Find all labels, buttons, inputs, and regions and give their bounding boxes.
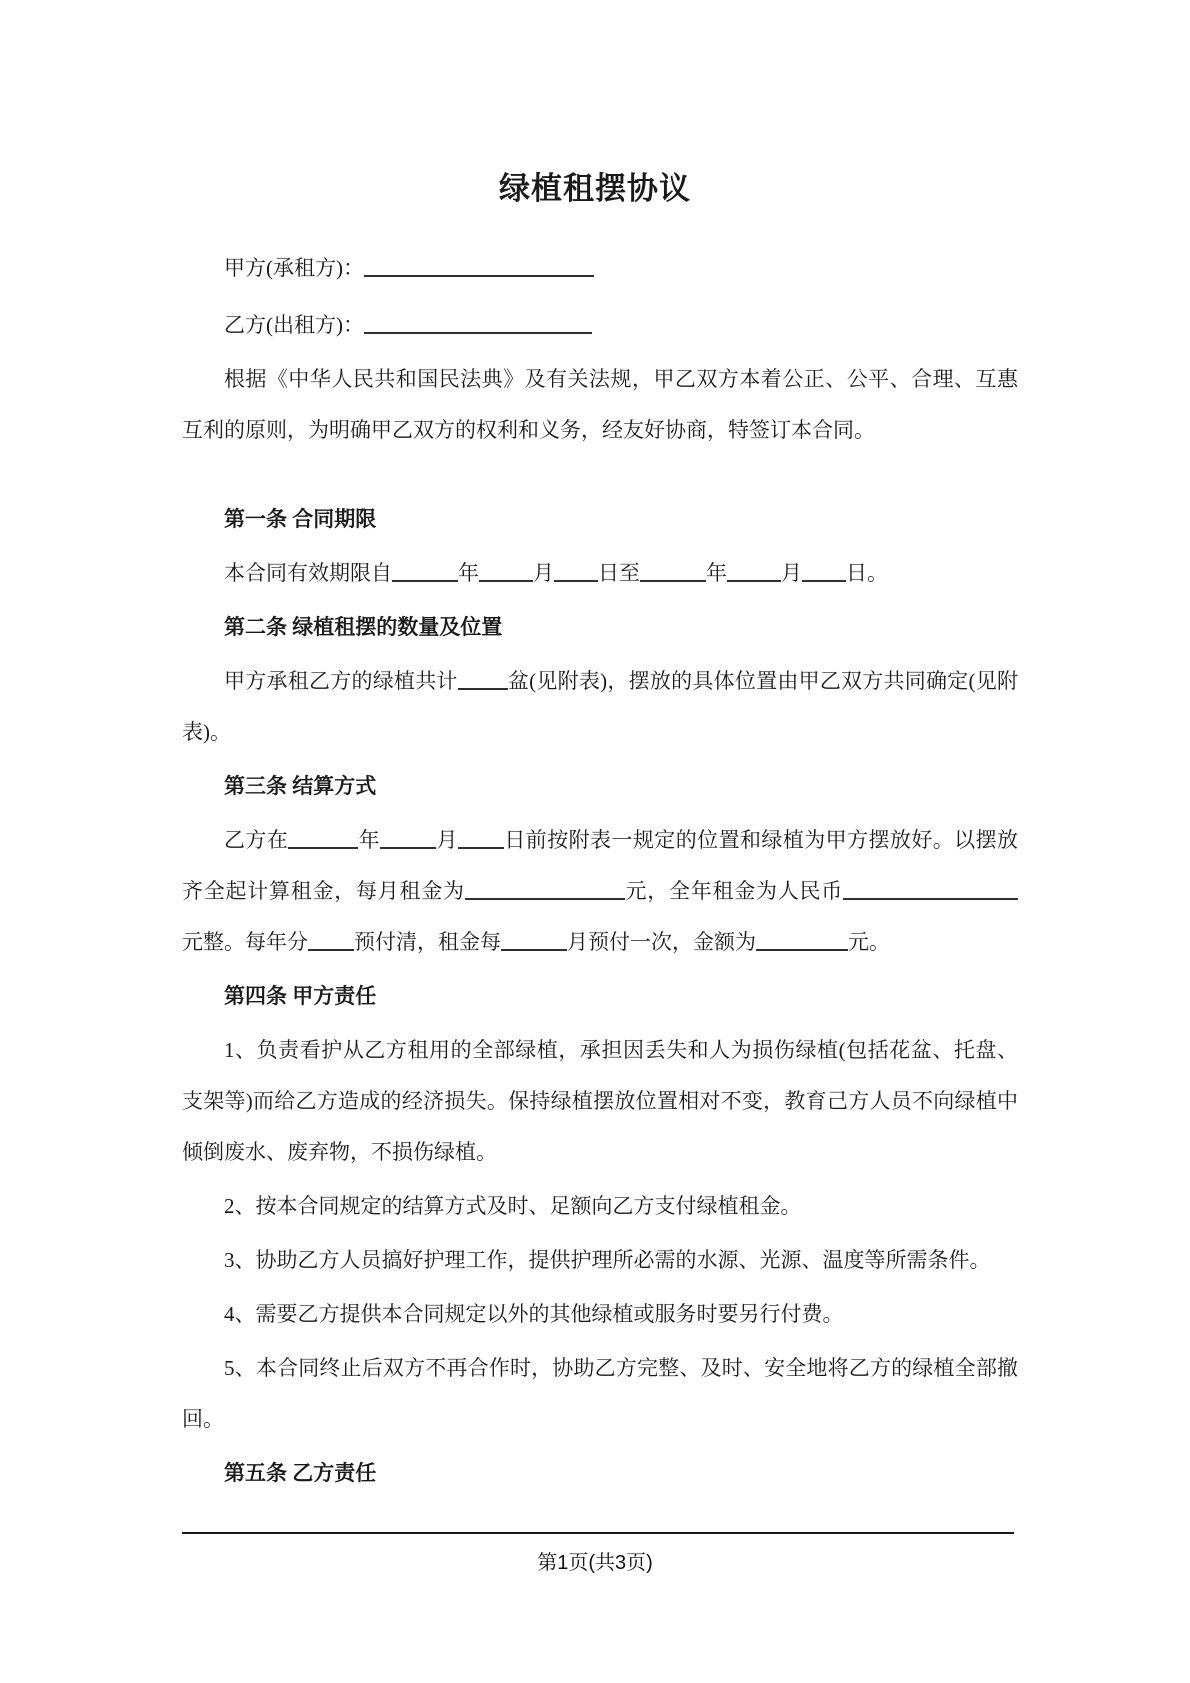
text-run: 第三条 结算方式	[224, 774, 377, 798]
blank-field	[288, 826, 358, 849]
text-run: 乙方(出租方)：	[224, 313, 364, 337]
section-heading	[182, 602, 1018, 653]
blank-field	[802, 559, 846, 582]
text-run: 月	[781, 561, 802, 585]
paragraph	[182, 354, 1018, 456]
text-run: 年	[358, 828, 381, 852]
section-heading	[182, 1448, 1018, 1499]
paragraph	[182, 1343, 1018, 1445]
text-run: 乙方在	[224, 828, 289, 852]
blank-field	[727, 559, 781, 582]
text-run: 甲方承租乙方的绿植共计	[224, 669, 458, 693]
text-run: 第五条 乙方责任	[224, 1461, 377, 1485]
section-heading	[182, 494, 1018, 545]
blank-field	[479, 559, 533, 582]
blank-field	[380, 826, 436, 849]
document-title: 绿植租摆协议	[499, 171, 691, 206]
text-run: 日至	[598, 561, 640, 585]
text-run: 年	[706, 561, 727, 585]
blank-field	[364, 311, 592, 334]
footer-divider	[182, 1532, 1014, 1534]
text-run: 第一条 合同期限	[224, 507, 377, 531]
blank-field	[501, 928, 567, 951]
blank-field	[308, 928, 354, 951]
text-run: 甲方(承租方)：	[224, 256, 364, 280]
paragraph	[182, 1181, 1018, 1232]
text-run: 元整。每年分	[182, 930, 308, 954]
text-run: 预付清，租金每	[354, 930, 501, 954]
section-heading	[182, 971, 1018, 1022]
paragraph	[182, 656, 1018, 758]
paragraph	[182, 1235, 1018, 1286]
text-run: 月	[533, 561, 554, 585]
blank-field	[392, 559, 458, 582]
blank-field	[640, 559, 706, 582]
text-run: 元。	[848, 930, 890, 954]
blank-field	[554, 559, 598, 582]
blank-field	[843, 877, 1018, 900]
paragraph	[182, 815, 1018, 968]
document-body	[0, 208, 1190, 1499]
text-run: 5、本合同终止后双方不再合作时，协助乙方完整、及时、安全地将乙方的绿植全部撤回。	[182, 1356, 1018, 1431]
text-run: 1、负责看护从乙方租用的全部绿植，承担因丢失和人为损伤绿植(包括花盆、托盘、支架等)而给乙方造成的经济损失。保持绿植摆放位置相对不变，教育己方人员不向绿植中倾倒废水、废弃物，不损伤绿植。	[182, 1038, 1018, 1164]
text-run: 年	[458, 561, 479, 585]
party-line	[182, 297, 1018, 354]
text-run: 2、按本合同规定的结算方式及时、足额向乙方支付绿植租金。	[224, 1194, 802, 1218]
blank-field	[458, 826, 504, 849]
section-heading	[182, 761, 1018, 812]
blank-field	[458, 667, 508, 690]
page-number: 第1页(共3页)	[537, 1552, 653, 1574]
text-run: 日。	[846, 561, 888, 585]
blank-field	[364, 254, 594, 277]
text-run: 日前按附表一规定的位置和绿植为甲方摆放好。以摆放齐全起计算租金，每月租金为	[182, 828, 1019, 903]
text-run: 月	[436, 828, 458, 852]
blank-field	[465, 877, 625, 900]
text-run: 第四条 甲方责任	[224, 984, 377, 1008]
text-run: 3、协助乙方人员搞好护理工作，提供护理所必需的水源、光源、温度等所需条件。	[224, 1248, 991, 1272]
text-run: 4、需要乙方提供本合同规定以外的其他绿植或服务时要另行付费。	[224, 1302, 844, 1326]
text-run: 根据《中华人民共和国民法典》及有关法规，甲乙双方本着公正、公平、合理、互惠互利的原则，为明确甲乙双方的权利和义务，经友好协商，特签订本合同。	[182, 367, 1018, 442]
text-run: 盆(见附表)，摆放的具体位置由甲乙双方共同确定(见附表)。	[182, 669, 1019, 744]
text-run: 元，全年租金为人民币	[624, 879, 843, 903]
text-run: 月预付一次，金额为	[567, 930, 756, 954]
text-run: 第二条 绿植租摆的数量及位置	[224, 615, 503, 639]
blank-field	[756, 928, 848, 951]
paragraph	[182, 1289, 1018, 1340]
party-line	[182, 240, 1018, 297]
text-run: 本合同有效期限自	[224, 561, 392, 585]
paragraph	[182, 1025, 1018, 1178]
paragraph	[182, 548, 1018, 599]
